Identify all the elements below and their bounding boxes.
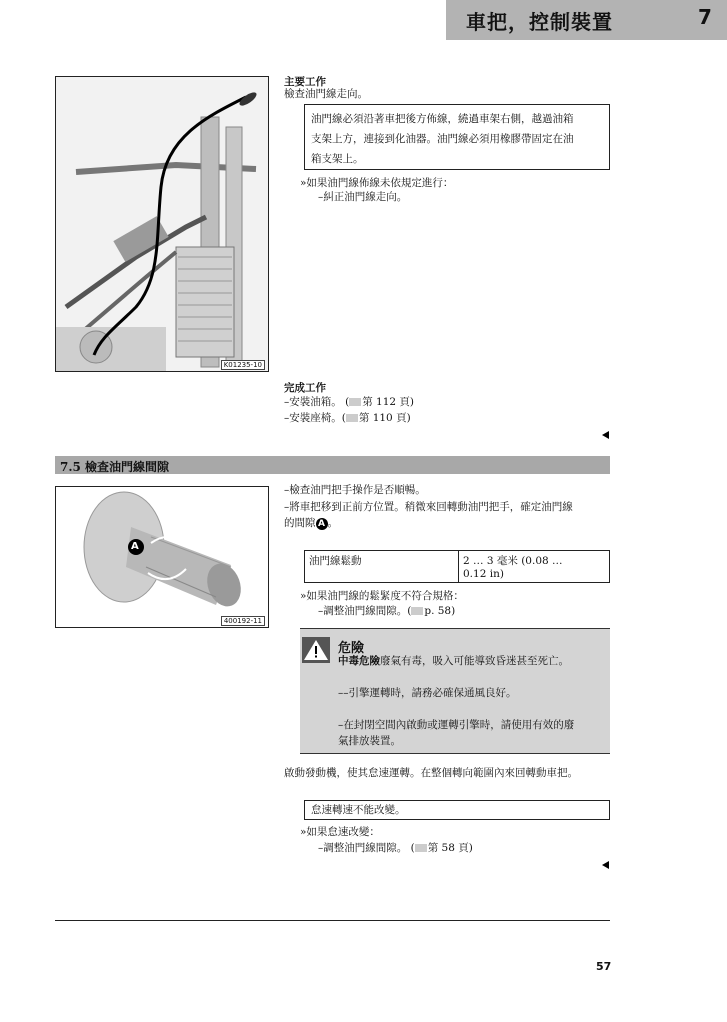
page-reference-link[interactable]: 第 112 頁) [362,396,415,408]
check-step-2: –將車把移到正前方位置。稍微來回轉動油門把手，確定油門線 [284,501,573,513]
check-step-1: –檢查油門把手操作是否順暢。 [284,484,426,496]
spec-table [304,550,610,583]
routing-note-line: 油門線必須沿著車把後方佈線，繞過車架右側，越過油箱 [311,113,574,125]
action-text: –糾正油門線走向。 [318,191,408,203]
finish-work-heading: 完成工作 [284,382,326,394]
figure-throttle-cable-routing [55,76,269,372]
marker-a-icon: A [316,518,328,530]
routing-note-box [304,104,610,170]
motorcycle-illustration [56,77,268,371]
main-work-heading: 主要工作 [284,76,326,88]
spec-value [459,551,610,583]
spec-action [318,604,455,619]
finish-item-text: –安裝座椅。( [284,412,346,424]
book-icon [415,844,427,852]
idle-action [318,841,473,856]
spec-condition: »如果油門線的鬆緊度不符合規格： [300,590,464,602]
warning-item-2: –在封閉空間內啟動或運轉引擎時，請使用有效的廢 [338,719,575,731]
warning-title: 危險 [338,641,365,656]
section-title: 7.5 檢查油門線間隙 [60,460,170,474]
check-step-2-text: 的間隙 [284,517,316,529]
finish-item [284,411,411,426]
finish-item-text: –安裝油箱。 ( [284,396,350,408]
page-reference-link[interactable]: 第 110 頁) [358,412,411,424]
condition-text: »如果油門線佈線未依規定進行： [300,177,454,189]
chapter-number: 7 [698,5,712,29]
routing-note-line: 箱支架上。 [311,153,364,165]
warning-item-2-cont: 氣排放裝置。 [338,735,401,747]
idle-action-text: –調整油門線間隙。 ( [318,842,415,854]
warning-hazard: 中毒危險 [338,655,380,667]
throttle-grip-illustration [56,487,268,627]
spec-row [305,551,610,583]
idle-note-text: 怠速轉速不能改變。 [311,804,406,816]
end-mark-icon [602,861,609,869]
idle-condition: »如果怠速改變： [300,826,380,838]
main-work-step: 檢查油門線走向。 [284,88,368,100]
routing-note-line: 支架上方，連接到化油器。油門線必須用橡膠帶固定在油 [311,133,574,145]
footer-rule [55,920,610,921]
page-number: 57 [596,960,612,973]
start-engine-text: 啟動發動機，使其怠速運轉。在整個轉向範圍內來回轉動車把。 [284,767,578,779]
marker-a-label: A [131,541,139,552]
finish-item [284,395,414,410]
check-step-2-cont [284,516,338,531]
spec-name: 油門線鬆動 [305,551,459,583]
page-reference-link[interactable]: p. 58) [424,605,456,617]
warning-subtitle [338,654,569,669]
chapter-title: 車把，控制裝置 [466,10,613,34]
check-step-2-end: 。 [327,517,338,529]
warning-description: 廢氣有毒，吸入可能導致昏迷甚至死亡。 [380,655,569,667]
book-icon [346,414,358,422]
figure-throttle-grip [55,486,269,628]
warning-item-1: ––引擎運轉時，請務必確保通風良好。 [338,687,517,699]
book-icon [349,398,361,406]
end-mark-icon [602,431,609,439]
spec-value-line: 2 … 3 毫米 (0.08 … [463,555,563,567]
figure-code: 400192-11 [221,616,265,626]
page-reference-link[interactable]: 第 58 頁) [427,842,473,854]
book-icon [411,607,423,615]
figure-code: K01235-10 [221,360,265,370]
warning-icon [302,637,330,663]
spec-value-line: 0.12 in) [463,568,504,580]
idle-note-box [304,800,610,820]
spec-action-text: –調整油門線間隙。( [318,605,412,617]
